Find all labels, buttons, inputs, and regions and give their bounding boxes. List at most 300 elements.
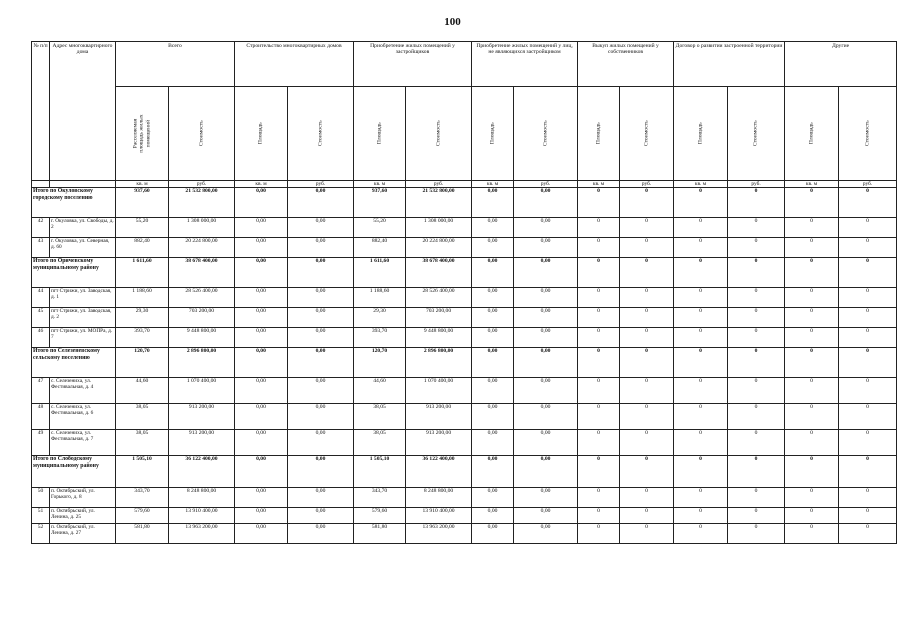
cell-area: 44,60	[354, 378, 406, 404]
cell-area: 0	[674, 456, 728, 488]
cell-area: 0	[674, 378, 728, 404]
cell-cost: 1 308 000,00	[406, 218, 472, 238]
cell-area: 0,00	[235, 508, 288, 524]
header-area	[354, 87, 406, 181]
cell-area: 0	[785, 258, 839, 288]
cell-area: 0	[578, 404, 620, 430]
cell-cost: 0	[728, 288, 785, 308]
header-group: Строительство многоквартирных домов	[235, 42, 354, 87]
unit-cost: руб.	[406, 181, 472, 188]
row-address: п. Октябрьский, ул. Ленина, д. 27	[50, 524, 116, 544]
row-number: 45	[32, 308, 50, 328]
cell-cost: 13 910 400,00	[406, 508, 472, 524]
cell-area: 579,60	[354, 508, 406, 524]
header-cost-label: Стоимость	[752, 120, 759, 147]
cell-cost: 913 200,00	[169, 404, 235, 430]
cell-area: 0	[785, 508, 839, 524]
cell-area: 0	[785, 288, 839, 308]
cell-cost: 0	[728, 328, 785, 348]
cell-area: 0,00	[472, 524, 514, 544]
subtotal-name: Итого по Слободскому муниципальному району	[32, 456, 116, 488]
cell-area: 0	[578, 378, 620, 404]
row-address: с. Селезениха, ул. Фестивальная, д. 4	[50, 378, 116, 404]
cell-area: 0,00	[472, 348, 514, 378]
unit-cost: руб.	[839, 181, 897, 188]
cell-area: 0	[674, 308, 728, 328]
row-address: г. Окуловка, ул. Северная, д. 60	[50, 238, 116, 258]
row-address: г. Окуловка, ул. Свободы, д. 2	[50, 218, 116, 238]
table-row	[32, 508, 897, 524]
subtotal-row	[32, 456, 897, 488]
cell-area: 0	[674, 238, 728, 258]
cell-cost: 0,00	[288, 378, 354, 404]
subtotal-row	[32, 348, 897, 378]
cell-area: 579,60	[116, 508, 169, 524]
cell-cost: 20 224 800,00	[169, 238, 235, 258]
unit-area: кв. м	[235, 181, 288, 188]
cell-area: 0	[578, 456, 620, 488]
header-area	[578, 87, 620, 181]
cell-area: 882,40	[354, 238, 406, 258]
cell-area: 0,00	[235, 348, 288, 378]
cell-area: 0	[785, 188, 839, 218]
table-row	[32, 524, 897, 544]
cell-area: 393,70	[354, 328, 406, 348]
row-number: 51	[32, 508, 50, 524]
cell-area: 882,40	[116, 238, 169, 258]
cell-area: 0	[674, 508, 728, 524]
cell-cost: 0,00	[514, 348, 578, 378]
cell-cost: 0	[728, 378, 785, 404]
header-cost-label: Стоимость	[317, 120, 324, 147]
cell-cost: 0	[728, 348, 785, 378]
cell-cost: 0	[839, 328, 897, 348]
cell-cost: 0,00	[514, 404, 578, 430]
cell-area: 1 188,60	[116, 288, 169, 308]
cell-area: 0	[785, 218, 839, 238]
cell-cost: 0	[839, 188, 897, 218]
cell-cost: 0,00	[514, 238, 578, 258]
cell-cost: 0,00	[288, 404, 354, 430]
cell-area: 0	[674, 188, 728, 218]
header-group: Всего	[116, 42, 235, 87]
cell-area: 0,00	[235, 258, 288, 288]
header-area	[472, 87, 514, 181]
cell-area: 0	[785, 404, 839, 430]
cell-area: 0,00	[235, 328, 288, 348]
cell-area: 38,05	[116, 430, 169, 456]
cell-area: 0	[674, 258, 728, 288]
header-area-label: Площадь	[808, 122, 815, 145]
cell-cost: 0	[620, 328, 674, 348]
cell-area: 0,00	[235, 238, 288, 258]
cell-area: 0	[674, 488, 728, 508]
cell-area: 1 505,10	[354, 456, 406, 488]
table-row	[32, 430, 897, 456]
cell-area: 29,30	[354, 308, 406, 328]
cell-cost: 0	[620, 524, 674, 544]
cell-area: 0	[674, 288, 728, 308]
cell-area: 120,70	[116, 348, 169, 378]
cell-cost: 0,00	[514, 218, 578, 238]
header-area-label: Площадь	[595, 122, 602, 145]
resettlement-table	[31, 41, 897, 544]
cell-cost: 0	[839, 430, 897, 456]
cell-cost: 0,00	[288, 430, 354, 456]
cell-cost: 0	[839, 378, 897, 404]
cell-cost: 0	[839, 488, 897, 508]
cell-area: 0	[674, 328, 728, 348]
header-cost	[728, 87, 785, 181]
cell-area: 0	[674, 404, 728, 430]
cell-cost: 13 910 400,00	[169, 508, 235, 524]
cell-area: 0	[785, 238, 839, 258]
header-area	[235, 87, 288, 181]
cell-cost: 0	[839, 456, 897, 488]
cell-area: 393,70	[116, 328, 169, 348]
cell-cost: 703 200,00	[169, 308, 235, 328]
header-group: Приобретение жилых помещений у лиц, не являющихся застройщиком	[472, 42, 578, 87]
cell-cost: 0	[620, 238, 674, 258]
cell-cost: 0,00	[288, 456, 354, 488]
cell-area: 0,00	[235, 488, 288, 508]
cell-area: 120,70	[354, 348, 406, 378]
cell-cost: 8 248 800,00	[169, 488, 235, 508]
cell-area: 0	[578, 488, 620, 508]
header-cost	[288, 87, 354, 181]
header-area	[785, 87, 839, 181]
cell-cost: 2 896 800,00	[169, 348, 235, 378]
cell-cost: 0,00	[514, 188, 578, 218]
cell-cost: 913 200,00	[406, 430, 472, 456]
unit-cost: руб.	[728, 181, 785, 188]
cell-area: 0,00	[472, 328, 514, 348]
cell-cost: 0	[620, 348, 674, 378]
header-group: Договор о развитии застроенной территории	[674, 42, 785, 87]
cell-area: 1 611,60	[116, 258, 169, 288]
unit-area: кв. м	[674, 181, 728, 188]
cell-cost: 0	[620, 508, 674, 524]
cell-cost: 0,00	[288, 348, 354, 378]
cell-area: 937,60	[116, 188, 169, 218]
header-area-label: Площадь	[376, 122, 383, 145]
cell-cost: 0	[839, 218, 897, 238]
subtotal-name: Итого по Селезеневскому сельскому поселению	[32, 348, 116, 378]
cell-cost: 0,00	[288, 238, 354, 258]
row-number: 47	[32, 378, 50, 404]
cell-area: 0	[674, 218, 728, 238]
unit-cost: руб.	[620, 181, 674, 188]
header-group-row	[32, 42, 897, 87]
cell-cost: 0	[728, 456, 785, 488]
cell-area: 0	[578, 218, 620, 238]
cell-cost: 0,00	[288, 258, 354, 288]
subtotal-row	[32, 258, 897, 288]
cell-area: 0,00	[472, 430, 514, 456]
cell-cost: 8 248 800,00	[406, 488, 472, 508]
page-number: 100	[444, 16, 461, 28]
cell-area: 55,20	[116, 218, 169, 238]
row-address: с. Селезениха, ул. Фестивальная, д. 6	[50, 404, 116, 430]
cell-cost: 9 448 800,00	[406, 328, 472, 348]
cell-area: 343,70	[354, 488, 406, 508]
cell-cost: 0,00	[288, 524, 354, 544]
cell-cost: 0	[728, 238, 785, 258]
cell-area: 0,00	[472, 488, 514, 508]
cell-area: 0	[785, 524, 839, 544]
cell-cost: 0	[620, 378, 674, 404]
cell-area: 581,80	[354, 524, 406, 544]
row-address: пгт Стрижи, ул. Заводская, д. 1	[50, 288, 116, 308]
cell-cost: 0	[620, 258, 674, 288]
row-address: пгт Стрижи, ул. Заводская, д. 2	[50, 308, 116, 328]
cell-area: 0,00	[235, 188, 288, 218]
cell-area: 0	[785, 348, 839, 378]
cell-area: 0	[578, 258, 620, 288]
cell-cost: 0	[620, 308, 674, 328]
row-address: п. Октябрьский, ул. Ленина, д. 25	[50, 508, 116, 524]
cell-cost: 9 448 800,00	[169, 328, 235, 348]
cell-cost: 0,00	[514, 378, 578, 404]
header-num: № п/п	[32, 42, 50, 181]
cell-cost: 36 122 400,00	[169, 456, 235, 488]
header-area-label: Расселяемая площадь жилых помещений	[132, 114, 152, 153]
cell-area: 0,00	[472, 308, 514, 328]
header-address: Адрес многоквартирного дома	[50, 42, 116, 181]
cell-cost: 0,00	[514, 488, 578, 508]
cell-cost: 0,00	[514, 308, 578, 328]
cell-cost: 0,00	[288, 288, 354, 308]
header-cost	[839, 87, 897, 181]
cell-area: 55,20	[354, 218, 406, 238]
cell-area: 0,00	[235, 430, 288, 456]
table-header	[32, 42, 897, 188]
unit-area: кв. м	[116, 181, 169, 188]
header-unit-empty	[50, 181, 116, 188]
header-cost	[514, 87, 578, 181]
cell-area: 0	[785, 488, 839, 508]
cell-cost: 28 526 400,00	[169, 288, 235, 308]
cell-area: 0	[578, 188, 620, 218]
cell-area: 0,00	[472, 456, 514, 488]
cell-cost: 0,00	[514, 456, 578, 488]
cell-area: 0	[785, 308, 839, 328]
cell-cost: 0	[728, 430, 785, 456]
cell-area: 0,00	[472, 258, 514, 288]
cell-cost: 913 200,00	[406, 404, 472, 430]
cell-area: 937,60	[354, 188, 406, 218]
cell-cost: 0,00	[514, 258, 578, 288]
table-row	[32, 218, 897, 238]
cell-area: 1 505,10	[116, 456, 169, 488]
cell-cost: 0	[728, 488, 785, 508]
cell-cost: 0	[839, 238, 897, 258]
row-number: 49	[32, 430, 50, 456]
cell-cost: 1 070 400,00	[169, 378, 235, 404]
unit-area: кв. м	[578, 181, 620, 188]
table-row	[32, 288, 897, 308]
cell-cost: 703 200,00	[406, 308, 472, 328]
cell-cost: 0,00	[288, 188, 354, 218]
cell-cost: 1 070 400,00	[406, 378, 472, 404]
row-number: 46	[32, 328, 50, 348]
header-sub-row	[32, 87, 897, 181]
unit-area: кв. м	[354, 181, 406, 188]
cell-cost: 2 896 800,00	[406, 348, 472, 378]
cell-area: 0	[578, 508, 620, 524]
cell-cost: 0	[620, 456, 674, 488]
unit-cost: руб.	[169, 181, 235, 188]
header-cost-label: Стоимость	[198, 120, 205, 147]
table-row	[32, 308, 897, 328]
cell-area: 0	[578, 348, 620, 378]
cell-area: 38,05	[354, 404, 406, 430]
cell-cost: 0,00	[514, 508, 578, 524]
subtotal-name: Итого по Оричевскому муниципальному району	[32, 258, 116, 288]
cell-cost: 0	[620, 404, 674, 430]
cell-cost: 0	[620, 188, 674, 218]
cell-cost: 36 122 400,00	[406, 456, 472, 488]
cell-cost: 0	[839, 258, 897, 288]
cell-cost: 0	[839, 308, 897, 328]
row-address: с. Селезениха, ул. Фестивальная, д. 7	[50, 430, 116, 456]
table-row	[32, 488, 897, 508]
cell-area: 0,00	[235, 378, 288, 404]
cell-area: 1 611,60	[354, 258, 406, 288]
row-number: 44	[32, 288, 50, 308]
cell-cost: 0	[728, 188, 785, 218]
cell-area: 0	[578, 238, 620, 258]
table-row	[32, 404, 897, 430]
cell-area: 0	[578, 524, 620, 544]
row-address: пгт Стрижи, ул. МОПРа, д. 7	[50, 328, 116, 348]
subtotal-row	[32, 188, 897, 218]
unit-area: кв. м	[785, 181, 839, 188]
cell-area: 0,00	[235, 308, 288, 328]
header-cost-label: Стоимость	[542, 120, 549, 147]
cell-cost: 0	[728, 508, 785, 524]
cell-area: 0	[785, 378, 839, 404]
header-area-label: Площадь	[257, 122, 264, 145]
header-area-label: Площадь	[697, 122, 704, 145]
cell-area: 0	[674, 348, 728, 378]
cell-area: 0,00	[472, 238, 514, 258]
cell-area: 0,00	[472, 508, 514, 524]
header-group: Другие	[785, 42, 897, 87]
cell-cost: 0,00	[514, 524, 578, 544]
cell-cost: 21 532 800,00	[406, 188, 472, 218]
row-number: 48	[32, 404, 50, 430]
cell-cost: 0,00	[288, 218, 354, 238]
unit-area: кв. м	[472, 181, 514, 188]
cell-area: 0	[785, 430, 839, 456]
header-cost	[406, 87, 472, 181]
cell-cost: 1 308 000,00	[169, 218, 235, 238]
header-area-label: Площадь	[489, 122, 496, 145]
header-unit-empty	[32, 181, 50, 188]
cell-area: 581,80	[116, 524, 169, 544]
cell-cost: 0	[728, 524, 785, 544]
cell-cost: 0,00	[288, 308, 354, 328]
cell-area: 0,00	[235, 456, 288, 488]
cell-cost: 0	[620, 488, 674, 508]
cell-cost: 38 678 400,00	[169, 258, 235, 288]
cell-cost: 0	[839, 508, 897, 524]
cell-cost: 0,00	[288, 508, 354, 524]
unit-cost: руб.	[514, 181, 578, 188]
table-row	[32, 328, 897, 348]
cell-cost: 13 963 200,00	[169, 524, 235, 544]
header-cost	[169, 87, 235, 181]
cell-area: 0	[578, 328, 620, 348]
cell-cost: 0	[728, 404, 785, 430]
row-number: 50	[32, 488, 50, 508]
cell-area: 0	[785, 456, 839, 488]
cell-cost: 0,00	[288, 328, 354, 348]
cell-area: 38,05	[116, 404, 169, 430]
cell-cost: 0,00	[288, 488, 354, 508]
subtotal-name: Итого по Окуловскому городскому поселению	[32, 188, 116, 218]
cell-cost: 0	[839, 524, 897, 544]
cell-area: 1 188,60	[354, 288, 406, 308]
row-number: 52	[32, 524, 50, 544]
cell-area: 0,00	[472, 404, 514, 430]
cell-cost: 913 200,00	[169, 430, 235, 456]
header-unit-row	[32, 181, 897, 188]
cell-cost: 0	[620, 288, 674, 308]
cell-area: 0	[785, 328, 839, 348]
cell-cost: 0,00	[514, 288, 578, 308]
table-row	[32, 238, 897, 258]
cell-area: 0,00	[472, 288, 514, 308]
cell-cost: 28 526 400,00	[406, 288, 472, 308]
cell-area: 0,00	[235, 218, 288, 238]
cell-cost: 0	[728, 308, 785, 328]
header-cost-label: Стоимость	[643, 120, 650, 147]
cell-area: 0,00	[472, 378, 514, 404]
table-row	[32, 378, 897, 404]
cell-cost: 0	[728, 258, 785, 288]
cell-area: 0,00	[235, 288, 288, 308]
cell-area: 0,00	[472, 188, 514, 218]
row-address: п. Октябрьский, ул. Горького, д. 8	[50, 488, 116, 508]
cell-cost: 0,00	[514, 430, 578, 456]
cell-cost: 0	[839, 404, 897, 430]
cell-area: 38,05	[354, 430, 406, 456]
cell-area: 0	[674, 524, 728, 544]
header-cost	[620, 87, 674, 181]
unit-cost: руб.	[288, 181, 354, 188]
header-group: Приобретение жилых помещений у застройщиков	[354, 42, 472, 87]
cell-cost: 0,00	[514, 328, 578, 348]
cell-cost: 0	[839, 288, 897, 308]
cell-cost: 0	[620, 218, 674, 238]
cell-area: 0,00	[235, 524, 288, 544]
cell-cost: 0	[728, 218, 785, 238]
header-cost-label: Стоимость	[864, 120, 871, 147]
cell-area: 0	[578, 288, 620, 308]
cell-cost: 21 532 800,00	[169, 188, 235, 218]
row-number: 42	[32, 218, 50, 238]
cell-area: 343,70	[116, 488, 169, 508]
cell-cost: 38 678 400,00	[406, 258, 472, 288]
cell-area: 44,60	[116, 378, 169, 404]
cell-area: 0,00	[472, 218, 514, 238]
cell-cost: 20 224 800,00	[406, 238, 472, 258]
cell-area: 0,00	[235, 404, 288, 430]
cell-cost: 13 963 200,00	[406, 524, 472, 544]
cell-area: 0	[674, 430, 728, 456]
